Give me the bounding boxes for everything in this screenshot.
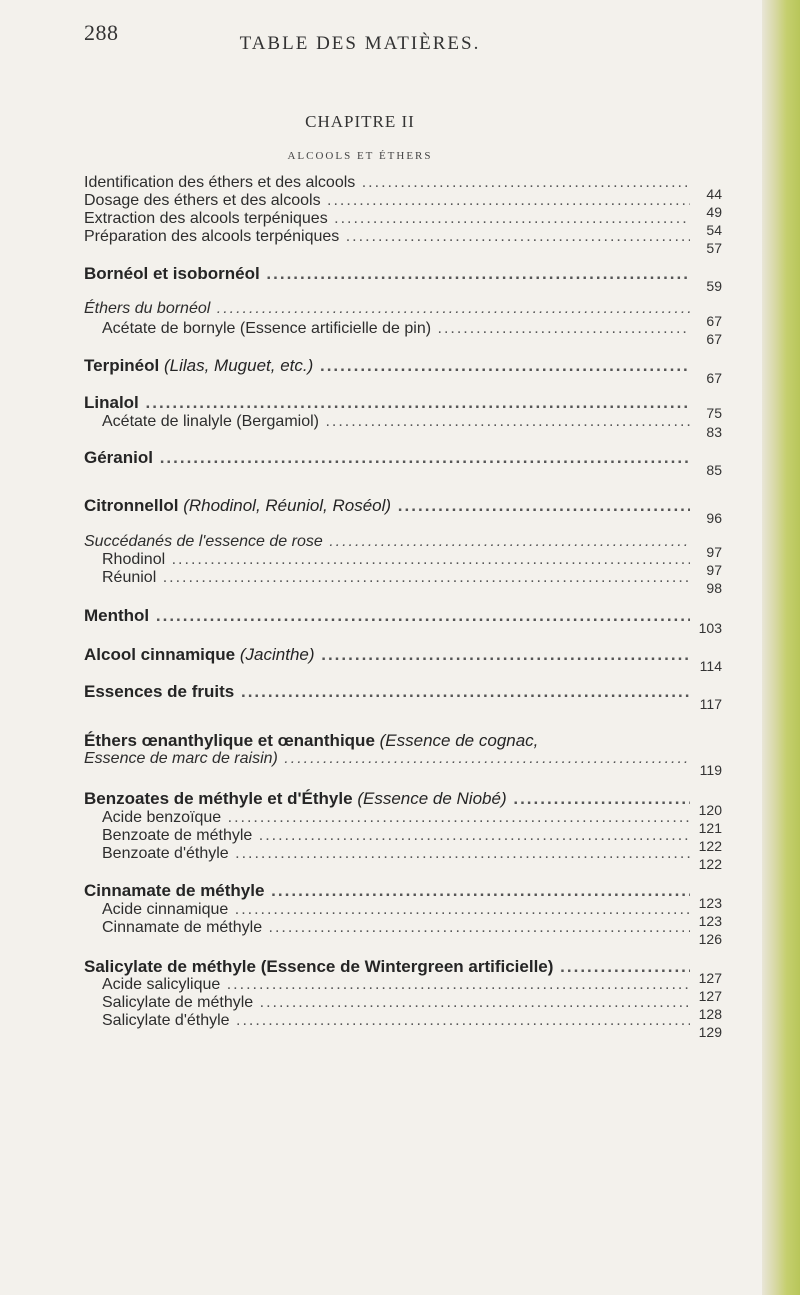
toc-entry bbox=[0, 447, 690, 469]
page-ref: 121 bbox=[698, 820, 722, 836]
toc-entry-title: Citronnellol bbox=[84, 496, 179, 515]
toc-entry-title: Éthers du bornéol ..... bbox=[84, 298, 690, 320]
page-ref: 67 bbox=[706, 370, 722, 386]
page-ref: 97 bbox=[706, 544, 722, 560]
toc-entry-title: Préparation des alcools terpéniques ..... bbox=[84, 226, 690, 248]
toc-entry bbox=[0, 495, 690, 517]
toc-entry-note: (Rhodinol, Réuniol, Roséol) bbox=[183, 496, 392, 515]
toc-entry-title: Acétate de bornyle (Essence artificielle de pin) ..... bbox=[102, 318, 690, 340]
toc-entry-title: Acide cinnamique ..... bbox=[102, 899, 690, 921]
toc-entry bbox=[0, 1010, 690, 1032]
page-ref: 54 bbox=[706, 222, 722, 238]
toc-entry-title: Réuniol ..... bbox=[102, 567, 690, 589]
page-ref: 129 bbox=[698, 1024, 722, 1040]
page-ref: 44 bbox=[706, 186, 722, 202]
toc-entry bbox=[0, 263, 690, 285]
toc-entry-title: Menthol ..... bbox=[84, 605, 690, 627]
page-ref: 119 bbox=[699, 762, 722, 778]
page-ref: 96 bbox=[706, 510, 722, 526]
toc-entry bbox=[0, 917, 690, 939]
page-ref: 85 bbox=[706, 462, 722, 478]
toc-entry-title: Éthers œnanthylique et œnanthique bbox=[84, 731, 375, 750]
page-ref: 98 bbox=[706, 580, 722, 596]
running-head: TABLE DES MATIÈRES. bbox=[239, 33, 481, 54]
toc-entry-title: Salicylate de méthyle ..... bbox=[102, 992, 690, 1014]
page-ref: 120 bbox=[698, 802, 722, 818]
toc-entry-note: (Lilas, Muguet, etc.) bbox=[163, 356, 314, 375]
toc-entry-title: Benzoate de méthyle ..... bbox=[102, 825, 690, 847]
toc-entry-title: Bornéol et isobornéol ..... bbox=[84, 263, 690, 285]
page-ref: 67 bbox=[706, 313, 722, 329]
toc-entry-title: Alcool cinnamique bbox=[84, 645, 236, 664]
toc-entry bbox=[0, 318, 690, 340]
toc-entry-title: Acétate de linalyle (Bergamiol) ..... bbox=[102, 411, 690, 433]
toc-entry bbox=[0, 748, 690, 770]
toc-entry bbox=[0, 567, 690, 589]
page-ref: 127 bbox=[698, 988, 722, 1004]
toc-entry-title: Extraction des alcools terpéniques ..... bbox=[84, 208, 690, 230]
page-ref: 122 bbox=[698, 856, 722, 872]
page-ref: 123 bbox=[698, 895, 722, 911]
page-ref: 128 bbox=[698, 1006, 722, 1022]
page-ref: 103 bbox=[698, 620, 722, 636]
toc-entry-title: Rhodinol ..... bbox=[102, 549, 690, 571]
toc-entry-title: Géraniol ..... bbox=[84, 447, 690, 469]
page-ref: 114 bbox=[699, 658, 722, 674]
page-ref: 122 bbox=[698, 838, 722, 854]
toc-entry-note: (Jacinthe) bbox=[239, 645, 315, 664]
page-ref: 117 bbox=[699, 696, 722, 712]
page-ref: 83 bbox=[706, 424, 722, 440]
toc-entry-title: Acide benzoïque ..... bbox=[102, 807, 690, 829]
toc-entry bbox=[0, 298, 690, 320]
toc-entry-title: Dosage des éthers et des alcools ..... bbox=[84, 190, 690, 212]
page-ref: 67 bbox=[706, 331, 722, 347]
toc-entry bbox=[0, 355, 690, 377]
toc-entry-title: Cinnamate de méthyle ..... bbox=[84, 880, 690, 902]
chapter-heading: CHAPITRE II bbox=[305, 112, 415, 131]
page-ref: 57 bbox=[706, 240, 722, 256]
toc-entry-title: Salicylate de méthyle (Essence de Wintergreen artificielle) ..... bbox=[84, 956, 690, 978]
toc-entry bbox=[0, 843, 690, 865]
page-number: 288 bbox=[84, 20, 119, 45]
page-ref: 126 bbox=[698, 931, 722, 947]
page-ref: 97 bbox=[706, 562, 722, 578]
page-ref: 49 bbox=[706, 204, 722, 220]
toc-entry bbox=[0, 605, 690, 627]
toc-entry bbox=[0, 411, 690, 433]
toc-entry bbox=[0, 644, 690, 666]
toc-entry-title: Cinnamate de méthyle ..... bbox=[102, 917, 690, 939]
toc-entry-title: Essence de marc de raisin) ..... bbox=[84, 748, 690, 770]
toc-entry-title: Essences de fruits ..... bbox=[84, 681, 690, 703]
toc-entry-title: Succédanés de l'essence de rose ..... bbox=[84, 531, 690, 553]
toc-entry-note: (Essence de cognac, bbox=[379, 731, 539, 750]
toc-entry-title: Benzoates de méthyle et d'Éthyle bbox=[84, 789, 353, 808]
toc-entry-title: Identification des éthers et des alcools ..... bbox=[84, 172, 690, 194]
toc-entry-title: Benzoate d'éthyle ..... bbox=[102, 843, 690, 865]
toc-entry-title: Terpinéol bbox=[84, 356, 160, 375]
toc-entry bbox=[0, 681, 690, 703]
toc-entry-title: Acide salicylique ..... bbox=[102, 974, 690, 996]
toc-entry bbox=[0, 226, 690, 248]
toc-entry-note: (Essence de Niobé) bbox=[357, 789, 507, 808]
page-ref: 123 bbox=[698, 913, 722, 929]
toc-entry-title: Salicylate d'éthyle ..... bbox=[102, 1010, 690, 1032]
toc-entry-title: Linalol ..... bbox=[84, 392, 690, 414]
page-ref: 127 bbox=[698, 970, 722, 986]
chapter-subtitle: ALCOOLS ET ÉTHERS bbox=[287, 150, 433, 162]
page-ref: 59 bbox=[706, 278, 722, 294]
page-ref: 75 bbox=[706, 405, 722, 421]
